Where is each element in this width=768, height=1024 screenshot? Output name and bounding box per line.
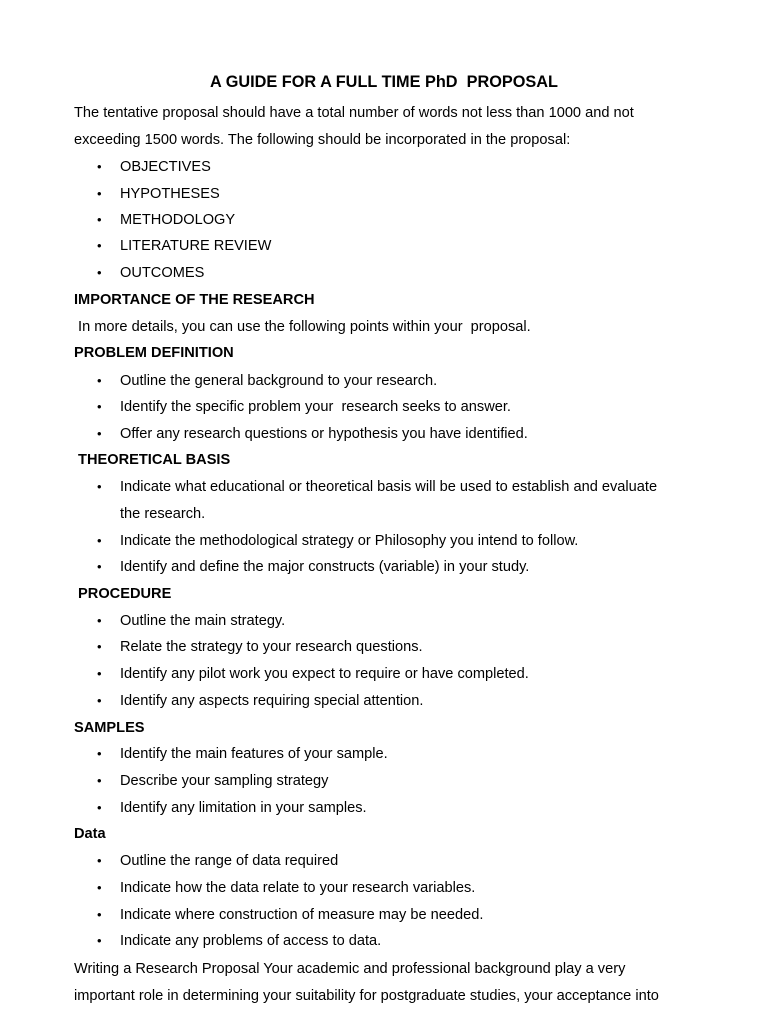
bullet-icon: • [97, 746, 102, 761]
bullet-icon: • [97, 533, 102, 548]
document-title: A GUIDE FOR A FULL TIME PhD PROPOSAL [210, 73, 558, 91]
procedure-heading: PROCEDURE [74, 586, 172, 602]
importance-text: In more details, you can use the following points within your proposal. [74, 319, 531, 335]
bullet-icon: • [97, 773, 102, 788]
bullet-icon: • [97, 880, 102, 895]
procedure-item: Identify any aspects requiring special attention. [120, 693, 424, 709]
component-item: OUTCOMES [120, 265, 205, 281]
data-item: Indicate how the data relate to your research variables. [120, 880, 476, 896]
component-item: LITERATURE REVIEW [120, 238, 272, 254]
bullet-icon: • [97, 639, 102, 654]
bullet-icon: • [97, 693, 102, 708]
intro-line-2: exceeding 1500 words. The following should be incorporated in the proposal: [74, 132, 571, 148]
samples-heading: SAMPLES [74, 720, 145, 736]
problem-item: Identify the specific problem your research seeks to answer. [120, 399, 511, 415]
samples-item: Identify the main features of your sample. [120, 746, 388, 762]
bullet-icon: • [97, 186, 102, 201]
bullet-icon: • [97, 265, 102, 280]
theoretical-item: Identify and define the major constructs (variable) in your study. [120, 559, 530, 575]
closing-line-2: important role in determining your suitability for postgraduate studies, your acceptance into [74, 988, 659, 1004]
problem-item: Offer any research questions or hypothesis you have identified. [120, 426, 528, 442]
component-item: HYPOTHESES [120, 186, 220, 202]
bullet-icon: • [97, 373, 102, 388]
bullet-icon: • [97, 933, 102, 948]
bullet-icon: • [97, 479, 102, 494]
theoretical-heading: THEORETICAL BASIS [74, 452, 231, 468]
procedure-item: Identify any pilot work you expect to require or have completed. [120, 666, 529, 682]
samples-item: Describe your sampling strategy [120, 773, 329, 789]
procedure-item: Outline the main strategy. [120, 613, 286, 629]
theoretical-item-continuation: the research. [120, 506, 206, 522]
bullet-icon: • [97, 800, 102, 815]
bullet-icon: • [97, 159, 102, 174]
procedure-item: Relate the strategy to your research questions. [120, 639, 423, 655]
bullet-icon: • [97, 613, 102, 628]
bullet-icon: • [97, 212, 102, 227]
bullet-icon: • [97, 426, 102, 441]
problem-item: Outline the general background to your research. [120, 373, 438, 389]
problem-heading: PROBLEM DEFINITION [74, 345, 234, 361]
bullet-icon: • [97, 238, 102, 253]
bullet-icon: • [97, 559, 102, 574]
data-item: Indicate any problems of access to data. [120, 933, 382, 949]
bullet-icon: • [97, 399, 102, 414]
theoretical-item: Indicate the methodological strategy or Philosophy you intend to follow. [120, 533, 579, 549]
data-item: Outline the range of data required [120, 853, 339, 869]
intro-line-1: The tentative proposal should have a total number of words not less than 1000 and not [74, 105, 634, 121]
closing-line-1: Writing a Research Proposal Your academic and professional background play a very [74, 961, 626, 977]
theoretical-item: Indicate what educational or theoretical basis will be used to establish and evaluate [120, 479, 658, 495]
component-item: OBJECTIVES [120, 159, 211, 175]
bullet-icon: • [97, 907, 102, 922]
bullet-icon: • [97, 853, 102, 868]
data-heading: Data [74, 826, 106, 842]
bullet-icon: • [97, 666, 102, 681]
importance-heading: IMPORTANCE OF THE RESEARCH [74, 292, 315, 308]
samples-item: Identify any limitation in your samples. [120, 800, 367, 816]
data-item: Indicate where construction of measure may be needed. [120, 907, 484, 923]
component-item: METHODOLOGY [120, 212, 236, 228]
